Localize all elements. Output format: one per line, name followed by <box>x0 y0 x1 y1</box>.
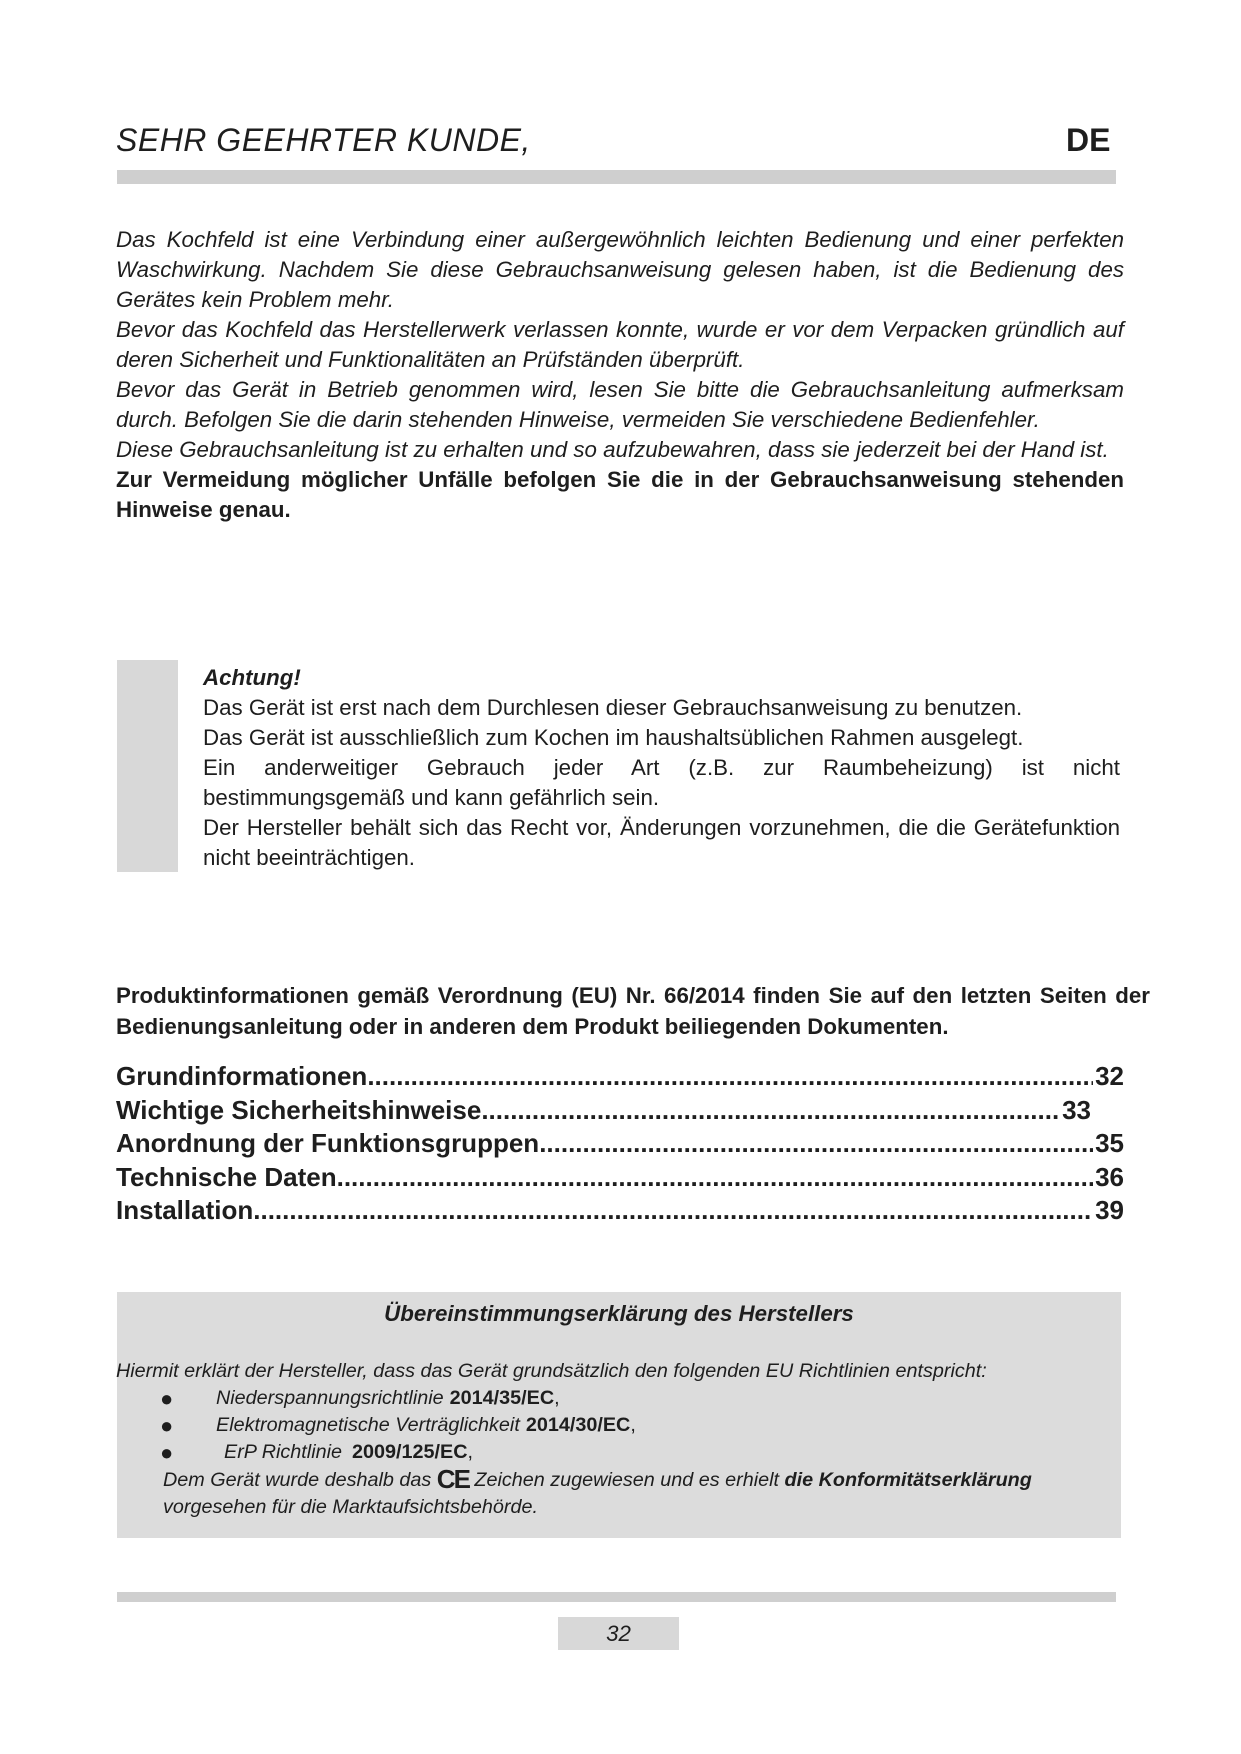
toc-entry[interactable] <box>116 1162 1124 1196</box>
page-title: SEHR GEEHRTER KUNDE, <box>116 122 531 158</box>
declaration-footer-text: vorgesehen für die Marktaufsichtsbehörde. <box>163 1496 538 1518</box>
toc-entry-page: 33 <box>1062 1094 1091 1125</box>
toc-entry-title: Technische Daten <box>116 1161 337 1192</box>
declaration-intro: Hiermit erklärt der Hersteller, dass das Gerät grundsätzlich den folgenden EU Richtlinien entspricht: <box>116 1360 987 1382</box>
toc-entry-title: Anordnung der Funktionsgruppen <box>116 1128 540 1158</box>
declaration-title: Übereinstimmungserklärung des Herstellers <box>384 1301 854 1326</box>
product-info-note: Produktinformationen gemäß Verordnung (EU) Nr. 66/2014 finden Sie auf den letzten Seiten der Bedienungsanleitung oder in anderen dem Produkt beiliegenden Dokumenten. <box>116 983 1150 1039</box>
directive-list <box>160 1385 636 1466</box>
directive-item <box>160 1439 636 1466</box>
directive-name: Elektromagnetische Verträglichkeit <box>216 1414 520 1436</box>
declaration-footer-text: Dem Gerät wurde deshalb das <box>163 1469 432 1491</box>
toc-entry[interactable] <box>116 1195 1124 1229</box>
directive-item <box>160 1412 636 1439</box>
ce-mark-icon: CE <box>436 1464 469 1494</box>
declaration-footer-bold: die Konformitätserklärung <box>784 1469 1032 1491</box>
toc-entry[interactable] <box>116 1061 1124 1095</box>
warning-paragraph: Das Gerät ist erst nach dem Durchlesen dieser Gebrauchsanweisung zu benutzen. <box>203 695 1023 720</box>
header-divider <box>117 170 1116 184</box>
directive-suffix: , <box>467 1441 473 1463</box>
toc-entry-page: 36 <box>1095 1161 1124 1192</box>
warning-section <box>203 663 1120 873</box>
table-of-contents <box>116 1061 1124 1229</box>
language-code: DE <box>1066 122 1111 158</box>
directive-name: ErP Richtlinie <box>224 1441 342 1463</box>
warning-title: Achtung! <box>203 665 301 690</box>
toc-leader <box>481 1095 1060 1126</box>
toc-entry[interactable] <box>116 1128 1124 1162</box>
toc-leader <box>253 1195 1093 1226</box>
intro-section <box>116 225 1124 525</box>
footer-divider <box>117 1592 1116 1602</box>
intro-paragraph: Bevor das Kochfeld das Herstellerwerk verlassen konnte, wurde er vor dem Verpacken gründlich auf deren Sicherheit und Funktionalitäten an Prüfständen überprüft. <box>116 317 1124 372</box>
warning-paragraph: Das Gerät ist ausschließlich zum Kochen im haushaltsüblichen Rahmen ausgelegt. <box>203 725 1024 750</box>
bullet-icon: ● <box>160 1413 174 1438</box>
toc-entry-page: 35 <box>1095 1128 1124 1158</box>
directive-code: 2014/35/EC <box>449 1387 555 1409</box>
bullet-icon: ● <box>160 1386 174 1411</box>
toc-entry-page: 32 <box>1095 1061 1124 1091</box>
toc-entry-title: Wichtige Sicherheitshinweise <box>116 1094 482 1125</box>
declaration-footer-text: Zeichen zugewiesen und es erhielt <box>468 1469 785 1491</box>
toc-entry-title: Grundinformationen <box>116 1061 368 1091</box>
intro-paragraph: Das Kochfeld ist eine Verbindung einer außergewöhnlich leichten Bedienung und einer perfekten Waschwirkung. Nachdem Sie diese Gebrauchsanweisung gelesen haben, ist die Bedienung des Gerätes kein Problem mehr. <box>116 227 1124 312</box>
toc-entry[interactable] <box>116 1095 1124 1129</box>
toc-entry-title: Installation <box>116 1195 254 1225</box>
toc-entry-page: 39 <box>1095 1195 1124 1225</box>
directive-code: 2009/125/EC <box>352 1441 468 1463</box>
directive-item <box>160 1385 636 1412</box>
toc-leader <box>337 1162 1093 1193</box>
warning-paragraph: Ein anderweitiger Gebrauch jeder Art (z.B. zur Raumbeheizung) ist nicht bestimmungsgemäß und kann gefährlich sein. <box>203 755 1120 810</box>
intro-warning-paragraph: Zur Vermeidung möglicher Unfälle befolgen Sie die in der Gebrauchsanweisung stehenden Hinweise genau. <box>116 467 1124 522</box>
directive-suffix: , <box>554 1387 560 1409</box>
warning-paragraph: Der Hersteller behält sich das Recht vor, Änderungen vorzunehmen, die die Gerätefunktion nicht beeinträchtigen. <box>203 815 1120 870</box>
directive-code: 2014/30/EC <box>525 1414 631 1436</box>
warning-side-bar <box>117 660 178 872</box>
toc-leader <box>539 1128 1093 1159</box>
page-number: 32 <box>558 1617 679 1650</box>
toc-leader <box>367 1061 1093 1092</box>
directive-suffix: , <box>630 1414 636 1436</box>
declaration-footer <box>163 1466 1123 1521</box>
intro-paragraph: Diese Gebrauchsanleitung ist zu erhalten und so aufzubewahren, dass sie jederzeit bei der Hand ist. <box>116 437 1109 462</box>
bullet-icon: ● <box>160 1440 174 1465</box>
directive-name: Niederspannungsrichtlinie <box>216 1387 444 1409</box>
intro-paragraph: Bevor das Gerät in Betrieb genommen wird, lesen Sie bitte die Gebrauchsanleitung aufmerksam durch. Befolgen Sie die darin stehenden Hinweise, vermeiden Sie verschiedene Bedienfehler. <box>116 377 1124 432</box>
